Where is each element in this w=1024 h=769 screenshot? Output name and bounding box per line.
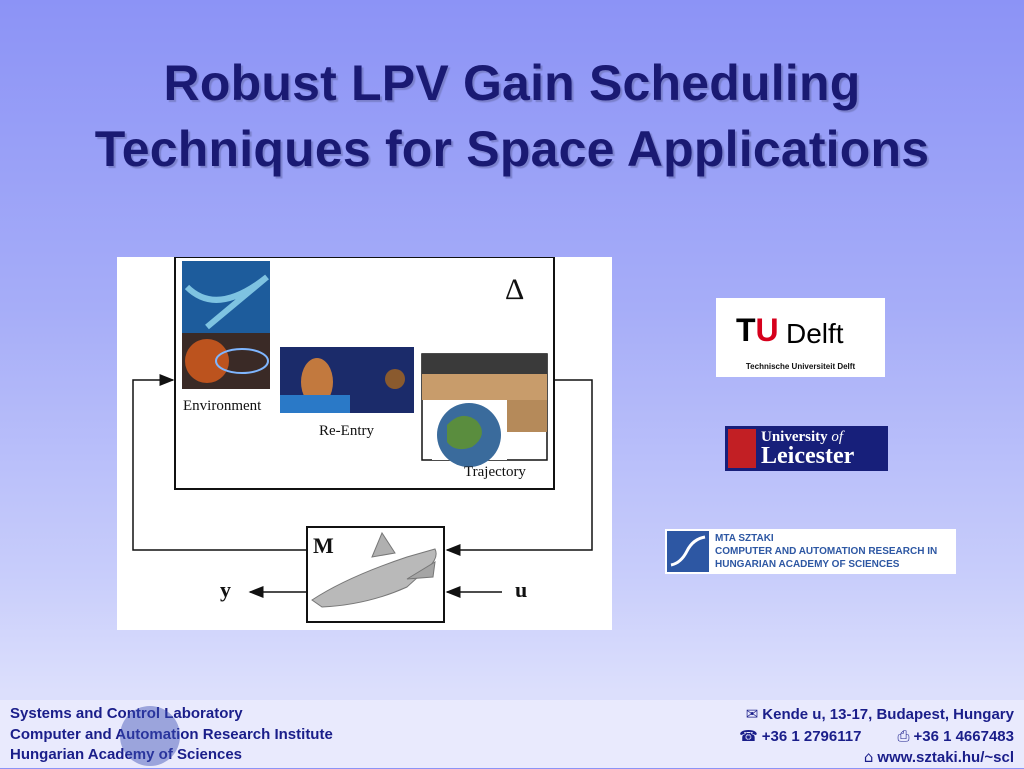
envelope-icon: ✉ (745, 705, 759, 723)
footer-phone: +36 1 2796117 (761, 727, 862, 745)
fax-icon: ⎙ (897, 726, 910, 745)
footer-fax: +36 1 4667483 (913, 727, 1014, 745)
leicester-line-2: Leicester (761, 443, 855, 469)
slide-title (0, 50, 1024, 182)
y-label: y (220, 577, 231, 602)
footer-web-link[interactable]: www.sztaki.hu/~scl (877, 749, 1014, 766)
lpv-block-diagram (117, 257, 612, 630)
footer-right (739, 704, 1014, 769)
leicester-line-1: University of (761, 429, 844, 445)
footer-institute: Computer and Automation Research Institute (10, 725, 333, 743)
sztaki-line-3: HUNGARIAN ACADEMY OF SCIENCES (715, 559, 900, 570)
footer-address: Kende u, 13-17, Budapest, Hungary (762, 706, 1014, 723)
sztaki-watermark-icon (120, 706, 180, 766)
phone-icon: ☎ (739, 726, 758, 745)
footer-academy: Hungarian Academy of Sciences (10, 746, 243, 763)
leicester-shield-icon (728, 429, 756, 468)
tudelft-name: Delft (786, 318, 844, 349)
sztaki-logo (665, 529, 956, 574)
sztaki-line-1: MTA SZTAKI (715, 533, 774, 544)
title-line-1: Robust LPV Gain Scheduling (163, 55, 861, 111)
sztaki-line-2: COMPUTER AND AUTOMATION RESEARCH IN (715, 546, 938, 557)
reentry-label: Re-Entry (319, 423, 374, 439)
environment-label: Environment (183, 398, 262, 414)
title-line-2: Techniques for Space Applications (94, 121, 930, 177)
home-icon: ⌂ (863, 748, 874, 766)
delta-label: Δ (505, 273, 525, 306)
leicester-logo (725, 426, 888, 471)
trajectory-label: Trajectory (464, 464, 526, 480)
diagram-lines (117, 257, 612, 630)
m-label: M (313, 533, 334, 558)
tudelft-logo (716, 298, 885, 377)
u-label: u (515, 577, 528, 602)
tudelft-subtitle: Technische Universiteit Delft (745, 362, 856, 371)
sztaki-mark-icon (667, 531, 709, 572)
footer-lab: Systems and Control Laboratory (10, 705, 243, 722)
tudelft-mark: TU (736, 312, 779, 348)
